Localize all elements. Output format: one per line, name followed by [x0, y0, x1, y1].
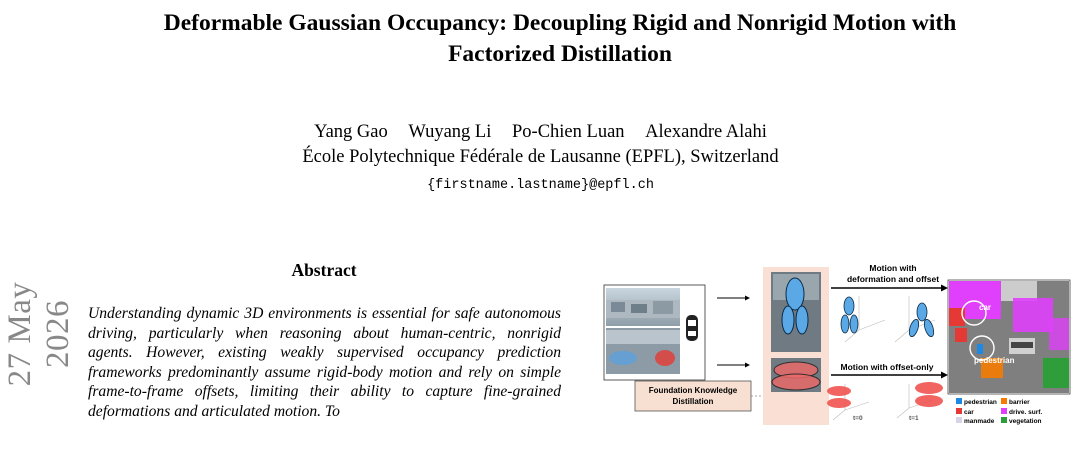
label-deform-line-1: Motion with: [869, 263, 917, 273]
scene-label-car: car: [979, 303, 992, 312]
email-text: {firstname.lastname}@epfl.ch: [427, 178, 654, 193]
teaser-figure: [603, 258, 1073, 436]
legend-swatch-barrier: [1001, 398, 1007, 404]
occupancy-output-scene: [948, 280, 1070, 394]
car-gaussians-t0: [827, 386, 851, 408]
legend-swatch-manmade: [956, 417, 962, 423]
email: [0, 176, 1081, 194]
box-line-2: Distillation: [672, 397, 714, 406]
label-t1: t=1: [909, 415, 919, 422]
title-line-2: Factorized Distillation: [448, 41, 672, 67]
legend-label-manmade: manmade: [964, 418, 995, 425]
affiliation: École Polytechnique Fédérale de Lausanne (EPFL), Switzerland: [302, 147, 779, 167]
input-camera-views: [604, 285, 705, 380]
legend-label-drive-surf: drive. surf.: [1009, 409, 1043, 416]
author-1: Yang Gao: [314, 122, 388, 142]
side-date-stamp: 27 May 2026: [2, 281, 76, 387]
author-list: [0, 121, 1081, 143]
title-line-1: Deformable Gaussian Occupancy: Decoupling Rigid and Nonrigid Motion with: [163, 10, 957, 36]
author-4: Alexandre Alahi: [645, 122, 767, 142]
legend-label-car: car: [964, 409, 974, 416]
car-gaussians-t1: [915, 382, 943, 407]
legend-label-barrier: barrier: [1009, 399, 1030, 406]
abstract-body: Understanding dynamic 3D environments is essential for safe autonomous driving, particularly when reasoning about human-centric, nonrigid agents. However, existing weakly supervised occupancy prediction frameworks predominantly assume rigid-body motion and rely on simple frame-to-frame offsets, limiting their ability to capture fine-grained deformations and articulated motion. To: [88, 305, 561, 420]
legend-label-vegetation: vegetation: [1009, 418, 1042, 425]
scene-label-pedestrian: pedestrian: [974, 356, 1015, 365]
author-3: Po-Chien Luan: [512, 122, 625, 142]
label-offset-only: Motion with offset-only: [840, 362, 934, 372]
foundation-distillation-box: [635, 381, 751, 411]
legend-swatch-car: [956, 408, 962, 414]
legend-swatch-vegetation: [1001, 417, 1007, 423]
paper-title: [60, 8, 1060, 70]
class-legend: [956, 398, 1042, 425]
pedestrian-gaussians-t0: [841, 297, 858, 333]
author-2: Wuyang Li: [408, 122, 492, 142]
pedestrian-gaussians-t1: [907, 303, 935, 338]
box-line-1: Foundation Knowledge: [648, 386, 738, 395]
legend-swatch-drive-surf: [1001, 408, 1007, 414]
label-deform-line-2: deformation and offset: [846, 274, 940, 284]
abstract-heading: Abstract: [291, 260, 357, 280]
label-t0: t=0: [853, 415, 863, 422]
legend-label-pedestrian: pedestrian: [964, 399, 997, 406]
rigid-gaussians-car: [772, 362, 820, 390]
legend-swatch-pedestrian: [956, 398, 962, 404]
